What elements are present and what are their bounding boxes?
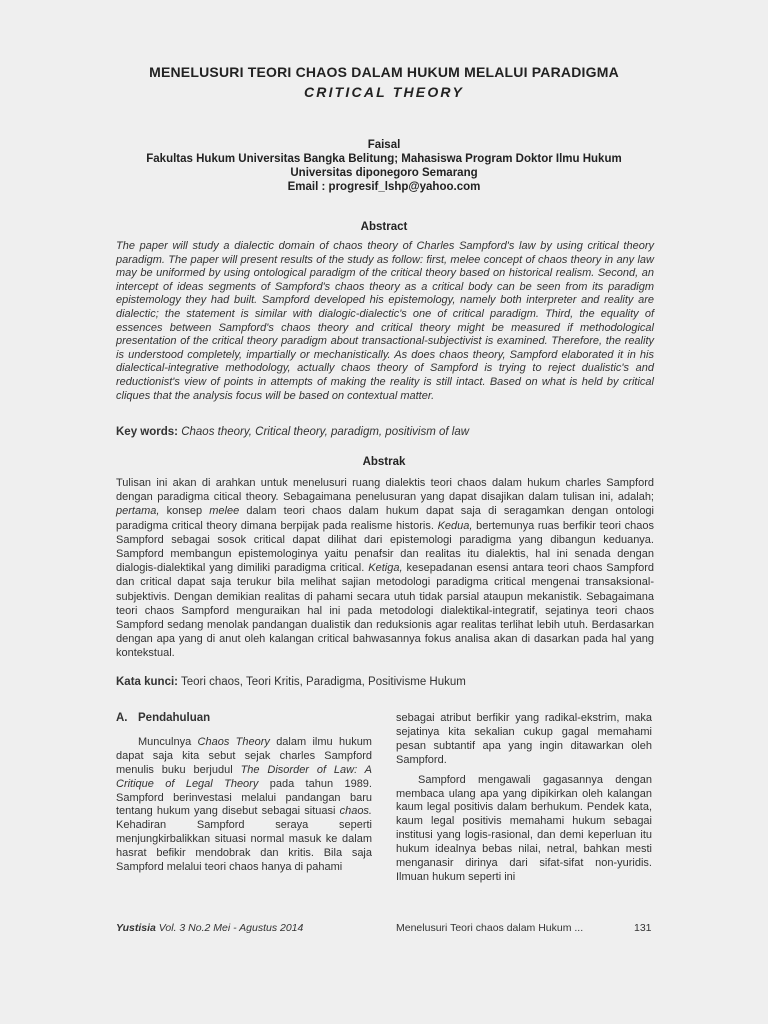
abstrak-em-pertama: pertama, bbox=[116, 505, 160, 518]
footer-running-title: Menelusuri Teori chaos dalam Hukum ... bbox=[396, 922, 584, 934]
author-affiliation: Fakultas Hukum Universitas Bangka Belitung; Mahasiswa Program Doktor Ilmu Hukum bbox=[146, 153, 622, 165]
para-text: Munculnya bbox=[138, 735, 198, 748]
author-name: Faisal bbox=[367, 139, 401, 151]
para-em: chaos. bbox=[339, 805, 372, 818]
abstrak-text-2: konsep bbox=[159, 505, 210, 518]
paper-title: MENELUSURI TEORI CHAOS DALAM HUKUM MELALUI PARADIGMA bbox=[149, 64, 619, 80]
body-paragraph: Sampford mengawali gagasannya dengan membaca ulang apa yang dipikirkan oleh kalangan kaum legal positivis dalam berhukum. Pendek kata, kaum legal positivis memahami hukum sebagai institusi yang logis-rasional, dan demi keperluan itu hukum idealnya bebas nilai, netral, bahkan mesti menganasir dirinya dari sifat-sifat non-yuridis. Ilmuan hukum seperti ini bbox=[396, 773, 652, 883]
abstrak-text-3: dalam teori chaos dalam hukum dapat saja di seragamkan dengan ontologi paradigma critical theory dimana berpijak pada realisme historis. bbox=[116, 505, 654, 532]
para-text: dalam ilmu hukum dapat saja kita sebut sejak charles Sampford menulis buku berjudul bbox=[116, 735, 372, 776]
keywords-label: Key words: bbox=[116, 426, 178, 438]
para-text: pada tahun 1989. Sampford berinvestasi melalui pandangan baru tentang hukum yang disebut sebagai situasi bbox=[116, 777, 372, 818]
paper-subtitle: CRITICAL THEORY bbox=[303, 84, 465, 100]
abstrak-text-1: Tulisan ini akan di arahkan untuk menelusuri ruang dialektis teori chaos dalam hukum charles Sampford dengan paradigma citical theory. Sebagaimana penelusuran yang dapat disajikan dalam tulisan ini, adalah; bbox=[116, 477, 654, 504]
body-paragraph: sebagai atribut berfikir yang radikal-ekstrim, maka sejatinya kita sekalian cukup gagal memahami pesan subtantif apa yang ingin ditawarkan oleh Sampford. bbox=[396, 712, 652, 766]
abstrak-em-kedua: Kedua, bbox=[437, 519, 473, 532]
author-affiliation-2: Universitas diponegoro Semarang bbox=[290, 167, 478, 179]
abstract-heading: Abstract bbox=[360, 221, 408, 233]
kata-kunci-text: Teori chaos, Teori Kritis, Paradigma, Positivisme Hukum bbox=[181, 676, 466, 688]
abstrak-em-ketiga: Ketiga, bbox=[368, 562, 403, 575]
abstrak-text-4: bertemunya ruas berfikir teori chaos Sampford sebagai sosok critical dapat dilihat dari epistemologi paradigma yang dibangun keduanya. Sampford membangun epistemologinya yaitu penafsir dan realitas itu dialektis, hal ini senada dengan dialogis-dialektikal yang dimiliki paradigma critical. bbox=[116, 519, 654, 575]
abstrak-text-5: kesepadanan esensi antara teori chaos Sampford dan critical dapat saja terukur bila melihat sajian metodologi paradigma critical mengenai transaksional-subjektivis. Dengan demikian realitas di pahami secara utuh tidak parsial ataupun mekanistik. Sebagaimana teori chaos Sampford menguraikan hal ini pada metodologi dialektikal-integratif, sejatinya teori chaos Sampford sedang menolak pandangan dualistik dan reduksionis agar realitas terlihat lebih utuh. Berdasarkan dengan apa yang di anut oleh kalangan critical bahwasannya fokus analisa akan di dasarkan pada hal yang kontekstual. bbox=[116, 562, 654, 660]
abstract-english: The paper will study a dialectic domain of chaos theory of Charles Sampford's law by using critical theory paradigm. The paper will present results of the study as follow: first, melee concept of chaos theory in any law may be uniformed by using ontological paradigm of the critical theory based on historical realism. Second, an intercept of ideas segments of Sampford's chaos theory as a critical body can be seen from its paradigm epistemology they had built. Sampford developed his epistemology, namely both interpreter and reality are dialectic; the statement is similar with dialogic-dialectic's one of critical paradigm. Third, the equality of essences between Sampford's chaos theory and critical theory might be measured if methodological presentation of the critical theory paradigm about transactional-subjectivist is examined. Therefore, the reality is understood completely, impartially or mechanistically. As does chaos theory, Sampford elaborated it in his dialectical-integrative methodology, actually chaos theory of Sampford is trying to reject dualistic's and reductionist's view of points in attempts of making the reality is still intact. Based on what is held by critical cliques that the analysis focus will be based on contextual matter. bbox=[116, 240, 654, 402]
journal-name: Yustisia bbox=[116, 922, 156, 934]
abstrak-heading: Abstrak bbox=[362, 456, 406, 468]
keywords-english bbox=[116, 426, 654, 438]
para-em: Chaos Theory bbox=[197, 735, 270, 748]
body-column-right bbox=[396, 712, 652, 885]
body-column-left bbox=[116, 712, 372, 875]
footer-journal bbox=[116, 922, 303, 934]
kata-kunci-label: Kata kunci: bbox=[116, 676, 178, 688]
section-heading bbox=[116, 712, 372, 726]
page-number: 131 bbox=[634, 922, 652, 934]
para-em: The Disorder of Law: A Critique of Legal Theory bbox=[116, 763, 372, 790]
para-text: Kehadiran Sampford seraya seperti menjungkirbalikkan situasi normal masuk ke dalam hasrat befikir mendobrak dan kritis. Bila saja Sampford melalui teori chaos hanya di pahami bbox=[116, 819, 372, 874]
abstrak-em-melee: melee bbox=[209, 505, 240, 518]
abstract-indonesian bbox=[116, 476, 654, 661]
section-number: A. bbox=[116, 712, 128, 724]
journal-issue: Vol. 3 No.2 Mei - Agustus 2014 bbox=[155, 922, 304, 934]
section-title: Pendahuluan bbox=[138, 712, 211, 724]
body-paragraph bbox=[116, 736, 372, 875]
author-email: Email : progresif_lshp@yahoo.com bbox=[287, 181, 481, 193]
keywords-text: Chaos theory, Critical theory, paradigm, positivism of law bbox=[181, 426, 470, 438]
keywords-indonesian bbox=[116, 676, 654, 688]
